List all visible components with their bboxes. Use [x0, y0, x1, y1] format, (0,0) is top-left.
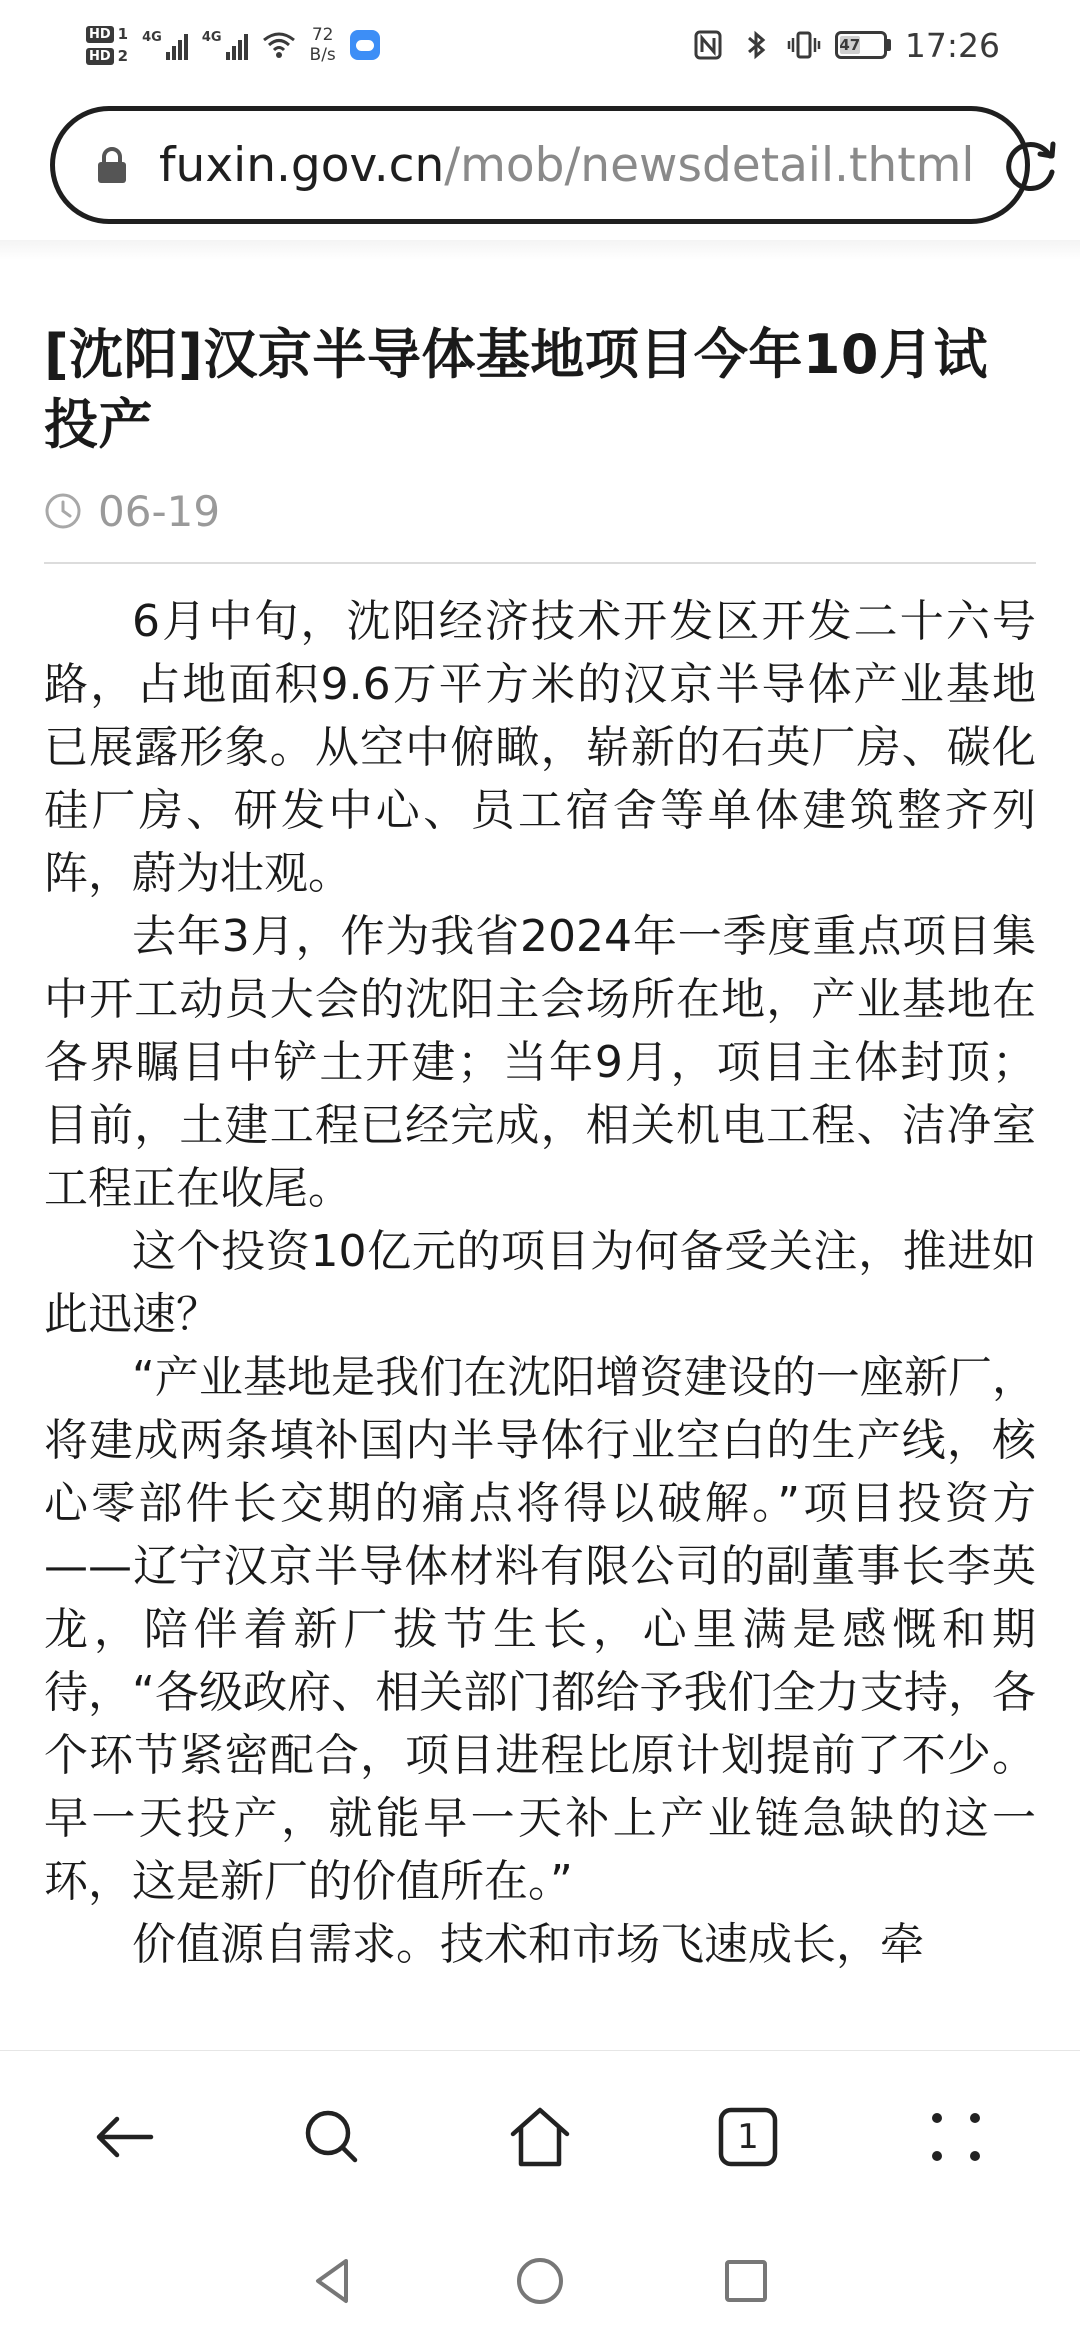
paragraph-3: 这个投资10亿元的项目为何备受关注，推进如此迅速？: [44, 1226, 1036, 1340]
network-type-1: 4G: [142, 30, 162, 45]
signal-icon-sim1: [142, 30, 188, 60]
article-title: [沈阳]汉京半导体基地项目今年10月试投产: [44, 323, 989, 456]
hd-badge-2: HD: [86, 48, 114, 65]
bluetooth-icon: [739, 28, 773, 62]
speed-unit: B/s: [309, 45, 336, 65]
toolbar-shadow: [0, 240, 1080, 260]
battery-level: 47: [839, 36, 861, 54]
network-type-2: 4G: [201, 30, 222, 45]
battery-icon: [835, 31, 891, 59]
paragraph-4: “产业基地是我们在沈阳增资建设的一座新厂，将建成两条填补国内半导体行业空白的生产线，核心零部件长交期的痛点将得以破解。”项目投资方——辽宁汉京半导体材料有限公司的副董事长李英龙，陪伴着新厂拔节生长，心里满是感慨和期待，“各级政府、相关部门都给予我们全力支持，各个环节紧密配合，项目进程比原计划提前了不少。早一天投产，就能早一天补上产业链急缺的这一环，这是新厂的价值所在。”: [44, 1352, 1036, 1907]
status-time: 17:26: [904, 25, 1000, 65]
article: [44, 320, 1036, 1976]
home-icon: [505, 2102, 575, 2172]
status-bar: [0, 0, 1080, 90]
network-speed: [310, 25, 336, 65]
nfc-icon: [691, 28, 725, 62]
tabs-button[interactable]: [703, 2092, 793, 2182]
hd-badge-1: HD: [86, 26, 114, 43]
more-dots-icon: [921, 2102, 991, 2172]
url-text[interactable]: [159, 138, 974, 193]
browser-toolbar: [0, 2050, 1080, 2222]
menu-button[interactable]: [911, 2092, 1001, 2182]
vibrate-icon: [787, 28, 821, 62]
system-nav-bar: [0, 2222, 1080, 2340]
status-right: [691, 26, 1000, 65]
cloud-notification-icon: [350, 30, 380, 60]
paragraph-1: 6月中旬，沈阳经济技术开发区开发二十六号路，占地面积9.6万平方米的汉京半导体产业基地已展露形象。从空中俯瞰，崭新的石英厂房、碳化硅厂房、研发中心、员工宿舍等单体建筑整齐列阵，蔚为壮观。: [44, 596, 1036, 899]
back-button[interactable]: [79, 2092, 169, 2182]
home-button[interactable]: [495, 2092, 585, 2182]
search-icon: [297, 2102, 367, 2172]
reload-icon[interactable]: [998, 132, 1064, 198]
sim-1-label: 1: [117, 25, 129, 43]
nav-back-icon[interactable]: [306, 2253, 362, 2309]
hd-indicators: [86, 25, 128, 65]
paragraph-5: 价值源自需求。技术和市场飞速成长，牵: [132, 1919, 924, 1970]
wifi-icon: [262, 28, 296, 62]
lock-icon[interactable]: [95, 145, 129, 185]
article-meta: [44, 486, 1036, 536]
sim-2-label: 2: [117, 47, 129, 65]
url-host: fuxin.gov.cn: [159, 137, 445, 193]
nav-home-icon[interactable]: [512, 2253, 568, 2309]
paragraph-2: 去年3月，作为我省2024年一季度重点项目集中开工动员大会的沈阳主会场所在地，产业基地在各界瞩目中铲土开建；当年9月，项目主体封顶；目前，土建工程已经完成，相关机电工程、洁净室工程正在收尾。: [44, 911, 1036, 1214]
tab-count: 1: [737, 2116, 759, 2157]
speed-value: 72: [311, 25, 334, 45]
clock-icon: [44, 492, 82, 530]
nav-recents-icon[interactable]: [718, 2253, 774, 2309]
back-arrow-icon: [89, 2102, 159, 2172]
article-body: [44, 590, 1036, 1976]
url-path: /mob/newsdetail.thtml: [444, 137, 975, 193]
signal-icon-sim2: [202, 30, 248, 60]
status-left: [86, 25, 380, 65]
search-button[interactable]: [287, 2092, 377, 2182]
article-date: 06-19: [98, 486, 221, 536]
address-bar[interactable]: [50, 106, 1030, 224]
divider: [44, 562, 1036, 564]
